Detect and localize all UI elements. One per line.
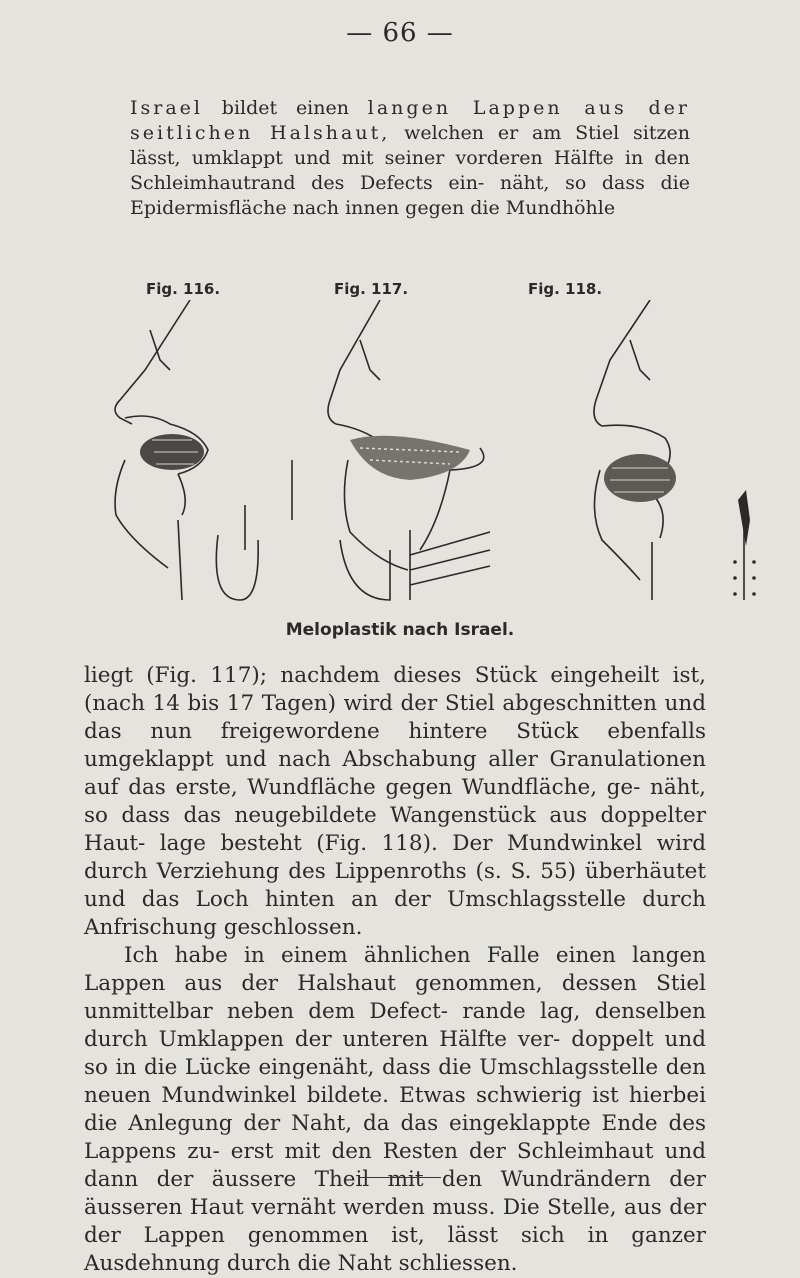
fig-118-illustration (540, 300, 790, 620)
fig-117-illustration (290, 300, 520, 620)
fig-117-label: Fig. 117. (334, 280, 409, 298)
intro-paragraph (130, 96, 690, 221)
intro-text-2: welchen er am Stiel sitzen lässt, umklappt und mit seiner vorderen Hälfte in den Schleimhautrand des Defects ein- näht, so dass die Epidermisfläche nach innen gegen die Mundhöhle (130, 122, 690, 219)
body-text (84, 662, 706, 1278)
intro-text-1: bildet einen (203, 97, 368, 119)
fig-116-illustration (90, 300, 260, 615)
fig-116-label: Fig. 116. (146, 280, 221, 298)
fig-118-label: Fig. 118. (528, 280, 603, 298)
figure-caption: Meloplastik nach Israel. (285, 620, 515, 640)
footer-rule (360, 1177, 441, 1178)
paragraph-1: liegt (Fig. 117); nachdem dieses Stück eingeheilt ist, (nach 14 bis 17 Tagen) wird der Stiel abgeschnitten und das nun freigewordene hintere Stück ebenfalls umgeklappt und nach Abschabung aller Granulationen auf das erste, Wundfläche gegen Wundfläche, ge- näht, so dass das neugebildete Wangenstück aus doppelter Haut- lage besteht (Fig. 118). Der Mundwinkel wird durch Verziehung des Lippenroths (s. S. 55) überhäutet und das Loch hinten an der Umschlagsstelle durch Anfrischung geschlossen. (84, 663, 706, 940)
paragraph-2: Ich habe in einem ähnlichen Falle einen langen Lappen aus der Halshaut genommen, dessen Stiel unmittelbar neben dem Defect- rande lag, denselben durch Umklappen der unteren Hälfte ver- doppelt und so in die Lücke eingenäht, dass die Umschlagsstelle den neuen Mundwinkel bildete. Etwas schwierig ist hierbei die Anlegung der Naht, da das eingeklappte Ende des Lappens zu- erst mit den Resten der Schleimhaut und dann der äussere Theil mit den Wundrändern der äusseren Haut vernäht werden muss. Die Stelle, aus der der Lappen genommen ist, lässt sich in ganzer Ausdehnung durch die Naht schliessen. (84, 943, 706, 1276)
figure-group (0, 280, 800, 650)
author-name: Israel (130, 97, 203, 119)
page-number: — 66 — (346, 18, 454, 48)
intro-emphasis: langen Lappen aus der seitlichen Halshaut, (130, 97, 690, 144)
